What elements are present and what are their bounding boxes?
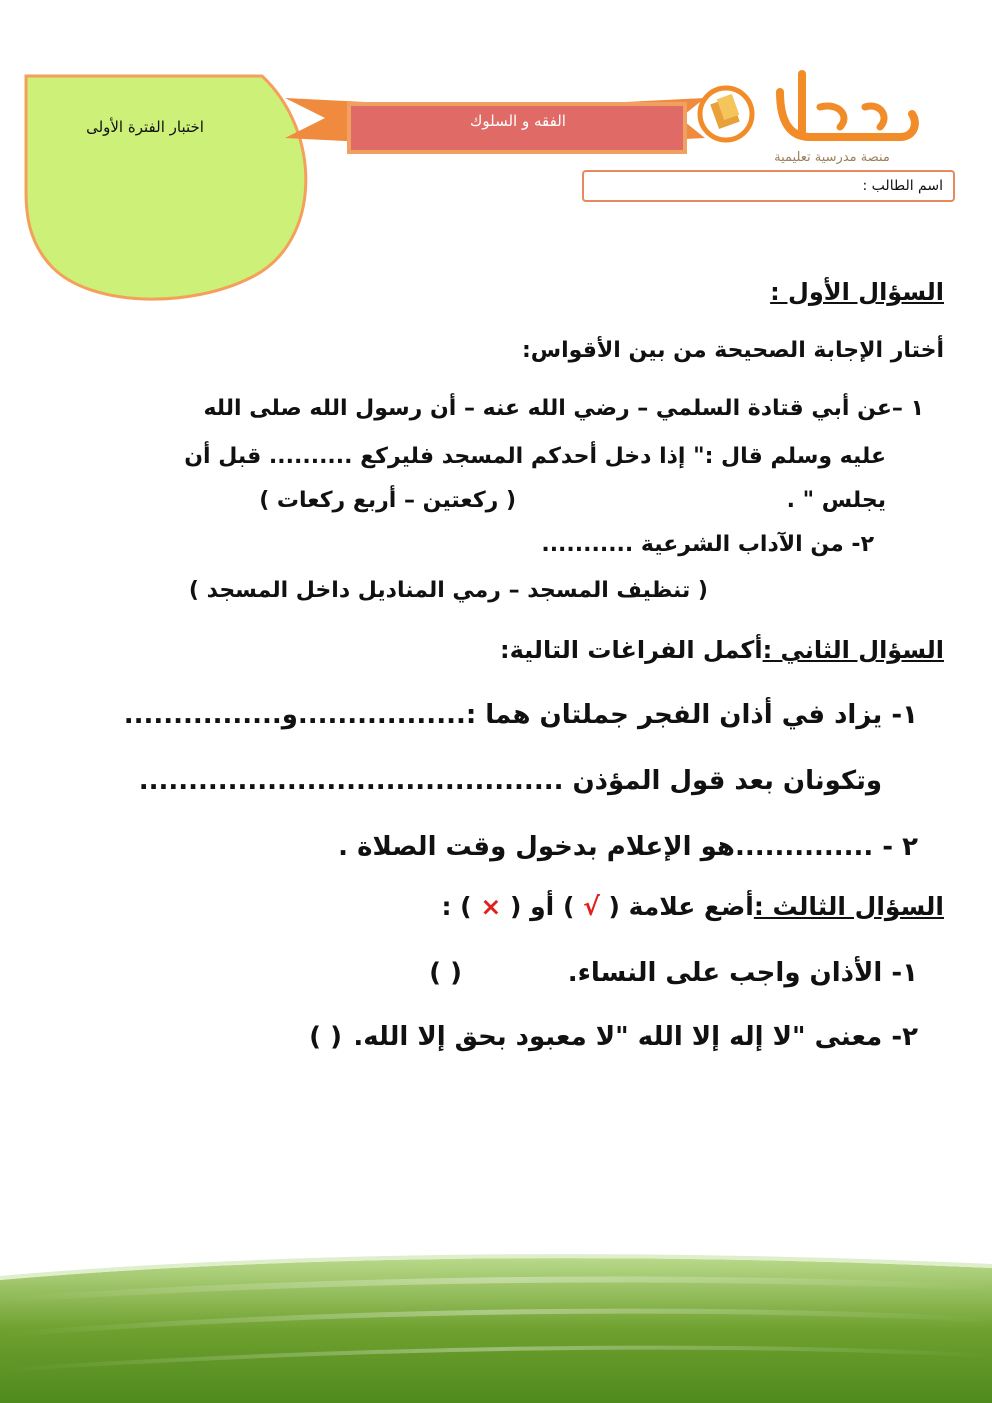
student-name-field[interactable] [582, 170, 955, 202]
q1-item1-line2: عليه وسلم قال :" إذا دخل أحدكم المسجد فليركع .......... قبل أن [184, 444, 886, 469]
student-name-label: اسم الطالب : [862, 178, 943, 194]
q1-item1-line3: يجلس " . [786, 488, 886, 513]
q3-heading [441, 892, 944, 921]
q3-item1-answer-box[interactable]: ( ) [429, 958, 462, 988]
q2-item1-line1: ١- يزاد في أذان الفجر جملتان هما :.................و................ [123, 700, 918, 730]
q2-item2: ٢ - ..............هو الإعلام بدخول وقت الصلاة . [338, 832, 918, 862]
cross-mark: × [480, 892, 502, 921]
q3-instruction-pre: أضع علامة ( [608, 892, 754, 921]
q3-instruction-mid: ) أو ( [510, 892, 575, 921]
q2-heading [500, 636, 944, 664]
q3-item1: ١- الأذان واجب على النساء. [567, 958, 918, 988]
q3-title: السؤال الثالث : [753, 892, 944, 921]
q2-title: السؤال الثاني : [762, 636, 944, 664]
subject-title: الفقه و السلوك [470, 112, 566, 130]
q2-item1-line2: وتكونان بعد قول المؤذن ........................................... [138, 766, 882, 796]
logo [690, 62, 930, 152]
q3-item2-answer-box[interactable]: ( ) [309, 1022, 342, 1052]
q2-instruction: أكمل الفراغات التالية: [499, 636, 763, 664]
exam-label: اختبار الفترة الأولى [86, 118, 204, 136]
decorative-bottom-band [0, 1240, 992, 1403]
q1-title: السؤال الأول : [770, 278, 944, 306]
q3-instruction-post: ) : [441, 892, 472, 921]
q1-item1-line1: ١ –عن أبي قتادة السلمي – رضي الله عنه – أن رسول الله صلى الله [203, 396, 924, 421]
q1-item2-options: ( تنظيف المسجد – رمي المناديل داخل المسجد ) [188, 578, 708, 603]
check-mark: √ [583, 892, 600, 921]
q1-item2-line1: ٢- من الآداب الشرعية ........... [541, 532, 874, 557]
q3-item2: ٢- معنى "لا إله إلا الله "لا معبود بحق إلا الله. [353, 1022, 918, 1052]
logo-subtitle: منصة مدرسية تعليمية [774, 150, 890, 165]
q1-item1-options: ( ركعتين – أربع ركعات ) [259, 488, 516, 513]
q1-instruction: أختار الإجابة الصحيحة من بين الأقواس: [521, 338, 944, 363]
